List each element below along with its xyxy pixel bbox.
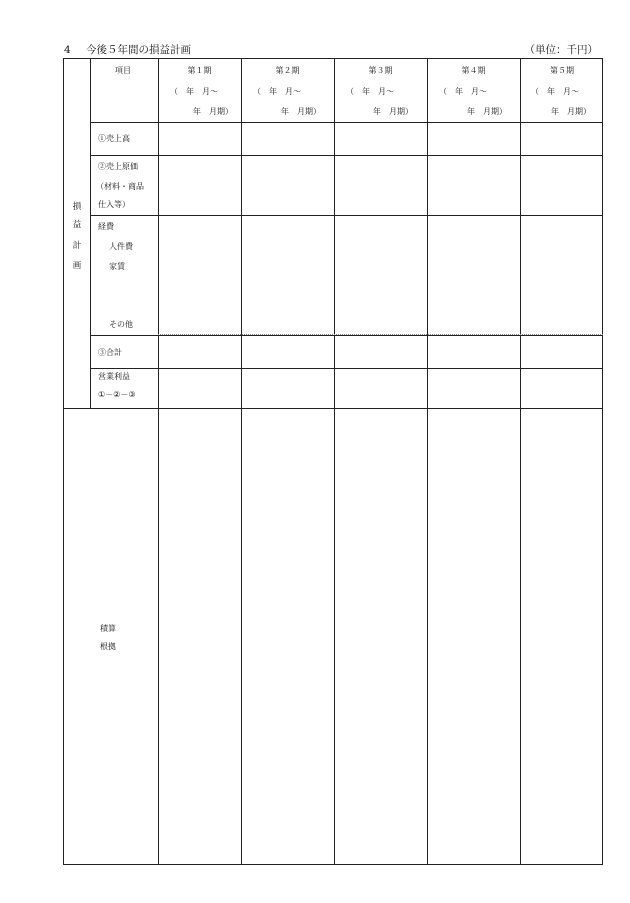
row-rent: 家賃	[109, 262, 125, 271]
row-cogs-line2: （材料・商品	[96, 182, 144, 191]
period3-label: 第３期	[368, 66, 393, 75]
period3-from: （ 年 月～	[346, 87, 394, 96]
period1-to: 年 月期）	[193, 107, 233, 116]
row-sales: ①売上高	[98, 134, 130, 143]
period4-label: 第４期	[461, 66, 486, 75]
side-char-3: 計	[72, 241, 82, 251]
profit-bottom-line	[64, 408, 603, 409]
side-column-divider	[90, 59, 91, 408]
period5-label: 第５期	[550, 66, 574, 75]
period2-to: 年 月期）	[281, 107, 321, 116]
period3-to: 年 月期）	[373, 107, 413, 116]
period4-divider	[520, 59, 521, 865]
row-total: ③合計	[98, 348, 122, 357]
cogs-bottom-line	[90, 215, 603, 216]
profit-plan-table	[63, 58, 603, 865]
period4-from: （ 年 月～	[439, 87, 487, 96]
page-title	[64, 42, 191, 57]
period4-to: 年 月期）	[467, 107, 507, 116]
basis-label-line1: 積算	[100, 624, 116, 633]
row-cogs-line1: ②売上原価	[98, 162, 138, 171]
side-char-2: 益	[72, 220, 82, 230]
row-operating-profit-line2: ①－②－③	[98, 390, 136, 399]
period1-label: 第１期	[187, 66, 212, 75]
section-number: 4	[64, 44, 71, 56]
period2-label: 第２期	[275, 66, 300, 75]
sales-bottom-line	[90, 155, 603, 156]
period5-to: 年 月期）	[551, 107, 591, 116]
row-personnel: 人件費	[109, 242, 133, 251]
period5-from: （ 年 月～	[531, 87, 579, 96]
row-operating-profit-line1: 営業利益	[98, 372, 130, 381]
side-char-4: 画	[72, 261, 82, 271]
period1-from: （ 年 月～	[170, 87, 218, 96]
period1-divider	[241, 59, 242, 865]
row-expenses: 経費	[98, 222, 114, 231]
item-header: 項目	[115, 66, 131, 75]
basis-label-line2: 根拠	[100, 642, 116, 651]
expenses-bottom-line	[90, 335, 603, 336]
header-bottom-line	[90, 122, 603, 123]
section-title: 今後５年間の損益計画	[86, 44, 191, 56]
total-bottom-line	[90, 368, 603, 369]
row-cogs-line3: 仕入等）	[98, 200, 130, 209]
item-column-divider	[158, 59, 159, 865]
period3-divider	[427, 59, 428, 865]
row-other: その他	[109, 320, 133, 329]
unit-label: （単位：千円）	[524, 44, 598, 56]
period2-from: （ 年 月～	[253, 87, 301, 96]
period2-divider	[334, 59, 335, 865]
side-char-1: 損	[72, 202, 82, 212]
